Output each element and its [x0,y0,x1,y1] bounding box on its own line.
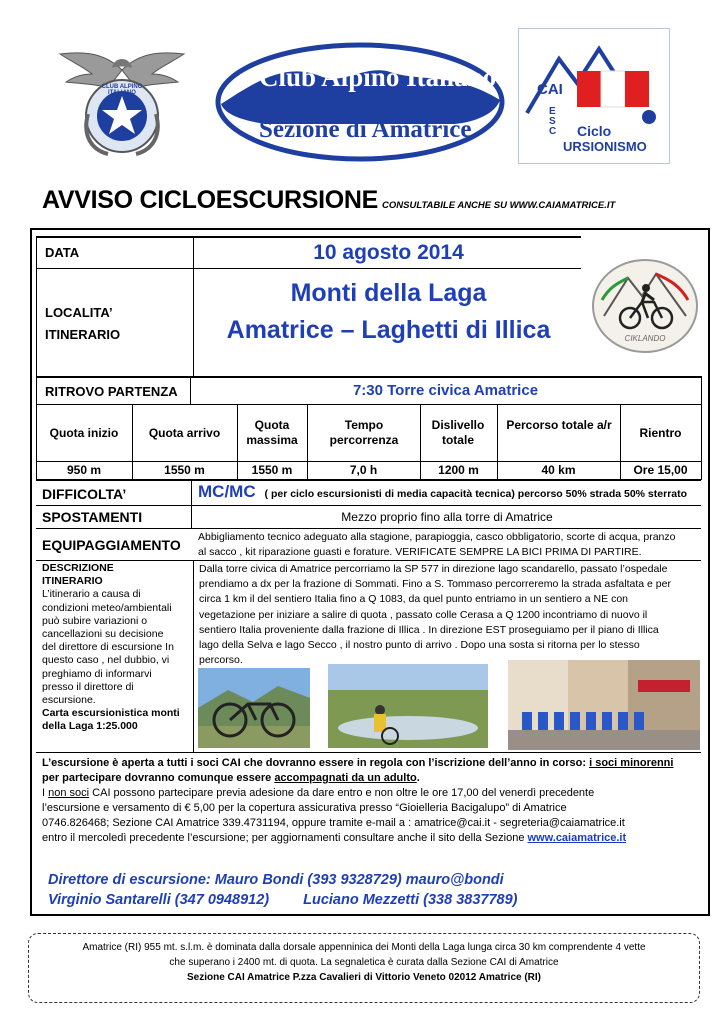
info-text: I [42,787,49,799]
itinerario-label: ITINERARIO [45,327,121,342]
stats-header: Percorso totale a/r [506,418,612,432]
carta-line: Carta escursionistica monti [42,707,180,720]
description-line: Dalla torre civica di Amatrice percorriamo la SP 577 in direzione lago scandarello, passato l’ospedale [199,563,668,575]
cai-eagle-logo [52,40,192,160]
rule [193,236,194,376]
stats-value: 1550 m [164,463,205,477]
rule [36,268,193,269]
event-date: 10 agosto 2014 [313,241,464,264]
lake-photo [328,664,488,748]
ciclo-esc-text: ESC [549,106,557,137]
rule [36,236,37,376]
ciklando-text: CIKLANDO [624,334,666,343]
page-title [42,186,615,215]
club-alpino-oval-logo [215,42,505,162]
rule [191,480,192,528]
side-line: presso il direttore di [42,680,134,693]
info-line [42,756,702,771]
rule [701,404,702,480]
directors-block [48,870,517,910]
mountain-bike-photo [198,668,310,748]
stats-value: 1200 m [438,463,479,477]
spostamenti-value: Mezzo proprio fino alla torre di Amatrice [341,510,553,524]
director-line [48,890,517,910]
stats-header: Rientro [639,426,682,440]
stats-header: Quota massima [246,418,298,447]
eagle-icon [52,40,192,160]
title-main: AVVISO CICLOESCURSIONE [42,186,379,214]
data-label: DATA [45,245,80,260]
info-line: 0746.826468; Sezione CAI Amatrice 339.4731194, oppure tramite e-mail a : amatrice@cai.it - segreteria@caiamatrice.it [42,817,625,829]
rule [36,479,701,481]
cicloescursionismo-logo [518,28,670,164]
info-text: L’escursione è aperta a tutti i soci CAI che dovranno essere in regola con l’iscrizione dell’anno in corso: [42,757,590,769]
description-line: circa 1 km il del sentiero Italia fino a Q 1083, da quel punto entriamo in un sentiero a NE con [199,593,628,606]
stats-value: 7,0 h [349,463,378,477]
stats-header: Dislivello totale [431,418,485,447]
ciklando-badge [590,256,700,356]
difficolta-note: ( per ciclo escursionisti di media capacità tecnica) percorso 50% strada 50% sterrato [261,488,688,500]
rule [193,560,194,752]
description-line: lago della Selva e lago Secco , il nostro punto di arrivo . Dopo una sosta si ritorna per lo stesso [199,639,640,652]
spostamenti-label: SPOSTAMENTI [42,509,143,525]
itinerary-description [199,562,671,668]
rule [701,376,702,404]
info-text: . [416,772,420,784]
oval-logo-line1: Club Alpino Italiano [259,62,497,92]
stats-header: Quota arrivo [148,426,221,440]
event-place: Monti della Laga [290,279,487,307]
oval-logo-line2: Sezione di Amatrice [259,116,472,143]
equipaggiamento-text [198,530,675,559]
descrizione-side [42,562,190,734]
ciclo-cai-text: CAI [537,81,563,98]
stats-header: Tempo percorrenza [329,418,399,447]
rule [36,236,581,238]
info-text: CAI possono partecipare previa adesione da dare entro e non oltre le ore 17,00 del venerdì precedente [89,787,595,799]
side-line: del direttore di escursione In [42,641,174,654]
stats-header: Quota inizio [49,426,119,440]
group-photo [508,660,700,750]
ritrovo-label: RITROVO PARTENZA [45,384,178,399]
director-santarelli: Virginio Santarelli (347 0948912) [48,892,270,908]
descrizione-label: DESCRIZIONE [42,562,114,574]
rule [193,268,581,269]
rule [36,528,701,529]
info-line [42,771,702,786]
description-line: vegetazione per iniziare a salire di quota , passato colle Cerasa a Q 1200 incontriamo di nuovo il [199,608,648,621]
description-line: sentiero Italia proveniente dalla frazione di Illica . In direzione EST proseguiamo per il piano di Illica [199,623,659,636]
stats-value: 1550 m [251,463,293,477]
itinerario-sub-label: ITINERARIO [42,575,103,588]
difficolta-grade: MC/MC [198,482,256,501]
stats-value: 40 km [541,463,576,477]
equipaggiamento-line: al sacco , kit riparazione guasti e forature. VERIFICATE SEMPRE LA BICI PRIMA DI PARTIRE. [198,545,642,558]
difficolta-value [198,482,687,502]
description-line: prendiamo a dx per la frazione di Sommati. Fino a S. Tommaso percorreremo la strada asfaltata e per [199,578,671,591]
info-text: entro il mercoledì precedente l’escursione; per aggiornamenti consultare anche il sito della Sezione [42,832,528,844]
stats-value: 950 m [66,463,102,477]
carta-line: della Laga 1:25.000 [42,720,138,733]
ciclo-word2: URSIONISMO [563,139,647,154]
footer-box [28,933,700,1003]
info-adult: accompagnati da un adulto [274,772,417,784]
photo-group [508,660,700,750]
info-line [42,831,702,846]
side-line: cancellazioni su decisione [42,628,164,641]
ritrovo-value: 7:30 Torre civica Amatrice [352,382,539,399]
info-line [42,786,702,801]
difficolta-label: DIFFICOLTA’ [42,486,127,502]
photo-mountain-bike [198,668,310,748]
side-line: condizioni meteo/ambientali [42,601,172,614]
rule [36,461,701,462]
description-line: percorso. [199,654,243,667]
oval-logo-shape [215,42,505,162]
ciclo-word1: Ciclo [577,123,612,139]
info-non-soci: non soci [48,787,90,799]
equipaggiamento-line: Abbigliamento tecnico adeguato alla stagione, parapioggia, casco obbligatorio, scorte di acqua, pranzo [198,531,676,543]
director-mezzetti: Luciano Mezzetti (338 3837789) [303,892,518,908]
info-line: l’escursione e versamento di € 5,00 per la copertura assicurativa presso “Gioielleria Bacigalupo” di Amatrice [42,802,567,814]
info-minors: i soci minorenni [589,757,674,769]
footer-address: Sezione CAI Amatrice P.zza Cavalieri di Vittorio Veneto 02012 Amatrice (RI) [186,972,542,983]
rule [36,376,37,404]
rule [36,505,701,506]
rule [36,376,701,378]
website-link[interactable]: www.caiamatrice.it [527,832,627,844]
side-line: escursione. [42,694,96,707]
info-paragraph [42,756,702,846]
info-text: per partecipare dovranno comunque essere [42,772,275,784]
rule [36,404,701,405]
rule [36,560,701,561]
stats-value: Ore 15,00 [633,463,688,477]
footer-line: che superano i 2400 mt. di quota. La segnaletica è curata dalla Sezione CAI di Amatrice [169,957,559,968]
side-line: questo caso , nel dubbio, vi [42,654,170,667]
equipaggiamento-label: EQUIPAGGIAMENTO [42,537,181,553]
rule [36,752,701,753]
localita-label: LOCALITA’ [45,305,113,320]
cai-badge-text: CLUB ALPINO ITALIANO [101,84,143,96]
title-subtitle: CONSULTABILE ANCHE SU WWW.CAIAMATRICE.IT [382,200,616,211]
side-line: può subire variazioni o [42,614,148,627]
photo-lake [328,664,488,748]
event-route: Amatrice – Laghetti di Illica [226,316,551,344]
side-line: preghiamo di informarvi [42,667,152,680]
director-line: Direttore di escursione: Mauro Bondi (393 9328729) mauro@bondi [48,872,504,888]
footer-line: Amatrice (RI) 955 mt. s.l.m. è dominata dalla dorsale appenninica dei Monti della Laga lunga circa 30 km comprendente 4 vette [82,942,646,953]
side-line: L’itinerario a causa di [42,588,141,601]
